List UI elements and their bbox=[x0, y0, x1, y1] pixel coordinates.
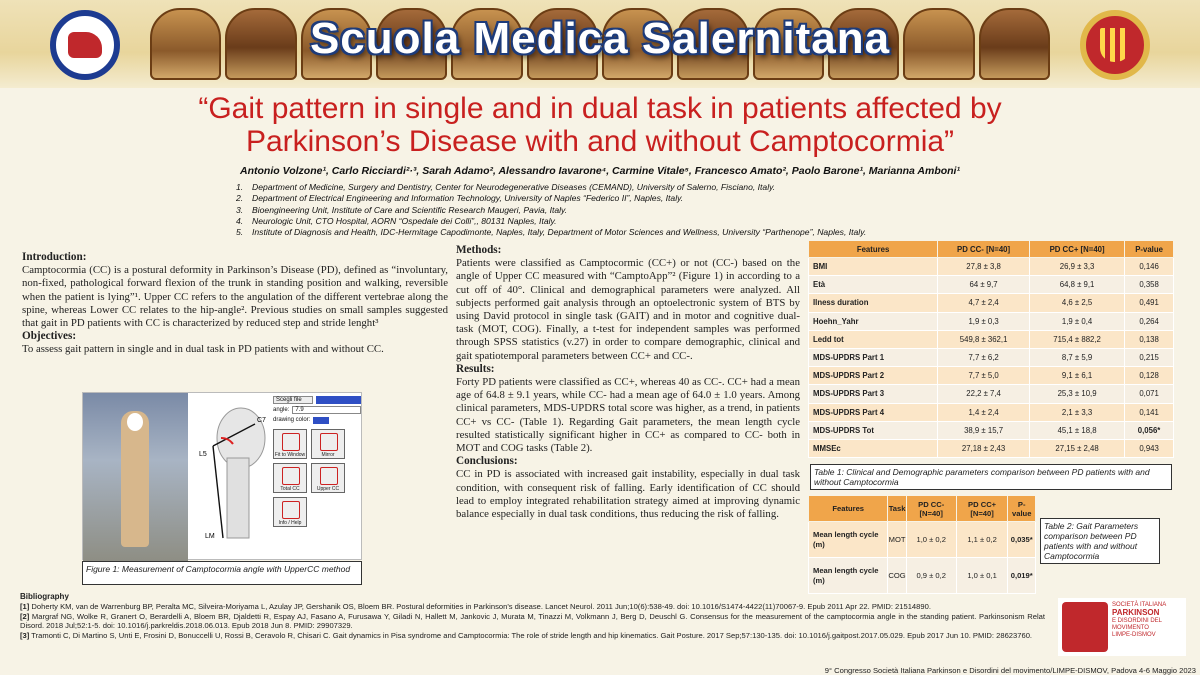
table-row bbox=[809, 421, 1174, 439]
title-line-1: “Gait pattern in single and in dual task in patients affected by bbox=[198, 92, 1002, 125]
patient-photo bbox=[83, 393, 188, 561]
table-cell: 64 ± 9,7 bbox=[938, 276, 1030, 294]
angle-field[interactable]: 7.9 bbox=[292, 406, 361, 414]
introduction-text: Camptocormia (CC) is a postural deformity in Parkinson’s Disease (PD), defined as “involuntary, non-fixed, pathological forward flexion of the trunk in standing position and walking, reversible when the patient is lying”¹. Upper CC refers to the angulation of the different vertebrae along the spine, whereas Lower CC relates to the hip-angle². Previous studies on small samples suggested that gait in PD patients with CC is characterized by reduced step and stride lenght³ bbox=[22, 264, 448, 330]
table-header: PD CC- [N=40] bbox=[906, 496, 956, 522]
table-cell: 0,141 bbox=[1125, 403, 1174, 421]
table-cell: 9,1 ± 6,1 bbox=[1030, 367, 1125, 385]
table-cell: 27,8 ± 3,8 bbox=[938, 258, 1030, 276]
table-header: Task bbox=[888, 496, 906, 522]
table-cell: 0,9 ± 0,2 bbox=[906, 558, 956, 594]
university-logo bbox=[1080, 10, 1150, 80]
header-banner bbox=[0, 0, 1200, 88]
objectives-heading: Objectives: bbox=[22, 330, 77, 343]
affiliations-list bbox=[236, 182, 996, 238]
table-cell: 22,2 ± 7,4 bbox=[938, 385, 1030, 403]
color-swatch[interactable] bbox=[313, 417, 329, 424]
table-row bbox=[809, 294, 1174, 312]
affiliation-item: 1. Department of Medicine, Surgery and Dentistry, Center for Neurodegenerative Diseases (CEMAND), University of Salerno, Fisciano, Italy. bbox=[236, 182, 776, 192]
congress-footer: 9° Congresso Società Italiana Parkinson e Disordini del movimento/LIMPE-DISMOV, Padova 4-6 Maggio 2023 bbox=[824, 666, 1196, 675]
drawing-color-label: drawing color: bbox=[273, 417, 311, 423]
table-cell: 4,7 ± 2,4 bbox=[938, 294, 1030, 312]
table-row bbox=[809, 276, 1174, 294]
table-2 bbox=[808, 495, 1036, 594]
bibliography-heading: Bibliography bbox=[20, 592, 69, 601]
total-cc-button[interactable]: Total CC bbox=[273, 463, 307, 493]
fit-to-window-button[interactable]: Fit to Window bbox=[273, 429, 307, 459]
table-cell: 715,4 ± 882,2 bbox=[1030, 330, 1125, 348]
affiliation-item: 3. Bioengineering Unit, Institute of Care and Scientific Research Maugeri, Pavia, Italy. bbox=[236, 204, 568, 215]
table-cell: MDS-UPDRS Part 2 bbox=[809, 367, 938, 385]
conclusions-text: CC in PD is associated with increased gait instability, especially in dual task condition, with consequent risk of falling. Early identification of CC should lead to employ integrated rehabilitation strategy aimed at improving dynamic balance especially in dual task conditions, thus reducing the risk of falling. bbox=[456, 468, 800, 521]
affiliation-item: 5. Institute of Diagnosis and Health, IDC-Hermitage Capodimonte, Naples, Italy, Department of Motor Sciences and Wellness, University “Parthenope”, Naples, Italy. bbox=[236, 227, 867, 238]
table-row bbox=[809, 258, 1174, 276]
reference-item: [3] Tramonti C, Di Martino S, Unti E, Frosini D, Bonuccelli U, Rossi B, Ceravolo R, Chisari C. Gait dynamics in Pisa syndrome and Camptocormia: The role of stride length and hip kinematics. Gait Posture. 2017 Sep;57:130-135. doi: 10.1016/j.gaitpost.2017.05.029. Epub 2017 Jun 10. PMID: 28623760. bbox=[20, 631, 1033, 641]
c7-label: C7 bbox=[257, 417, 266, 424]
table-row bbox=[809, 439, 1174, 457]
table-cell: 4,6 ± 2,5 bbox=[1030, 294, 1125, 312]
table-cell: 1,1 ± 0,2 bbox=[956, 522, 1008, 558]
reference-item: [1] Doherty KM, van de Warrenburg BP, Peralta MC, Silveira-Moriyama L, Azulay JP, Gershanik OS, Bloem BR. Postural deformities in Parkinson's disease. Lancet Neurol. 2011 Jun;10(6):538-49. doi: 10.1016/S1474-4422(11)70067-9. Epub 2011 Apr 22. PMID: 21514890. bbox=[20, 601, 931, 611]
mirror-button[interactable]: Mirror bbox=[311, 429, 345, 459]
table-cell: 45,1 ± 18,8 bbox=[1030, 421, 1125, 439]
upper-cc-button[interactable]: Upper CC bbox=[311, 463, 345, 493]
table-cell: 0,358 bbox=[1125, 276, 1174, 294]
cemand-logo bbox=[50, 10, 120, 80]
table-cell: 549,8 ± 362,1 bbox=[938, 330, 1030, 348]
lm-label: LM bbox=[205, 533, 215, 540]
methods-heading: Methods: bbox=[456, 244, 502, 256]
table-cell: MDS-UPDRS Part 3 bbox=[809, 385, 938, 403]
bibliography bbox=[20, 592, 1045, 641]
table-cell: 1,0 ± 0,1 bbox=[956, 558, 1008, 594]
table-cell: 27,15 ± 2,48 bbox=[1030, 439, 1125, 457]
intro-column bbox=[22, 251, 448, 357]
table-cell: MOT bbox=[888, 522, 906, 558]
table-cell: 0,491 bbox=[1125, 294, 1174, 312]
table-cell: 0,215 bbox=[1125, 348, 1174, 366]
reference-item: [2] Margraf NG, Wolke R, Granert O, Berardelli A, Bloem BR, Djaldetti R, Espay AJ, Fasano A, Furusawa Y, Giladi N, Hallett M, Jankovic J, Murata M, Tinazzi M, Volkmann J, Berg D, Deuschl G. Consensus for the measurement of the camptocormia angle in the standing patient. Parkinsonism Relat Disord. 2018 Jul;52:1-5. doi: 10.1016/j.parkreldis.2018.06.013. Epub 2018 Jun 8. PMID: 29907329. bbox=[20, 611, 1045, 631]
table-cell: MDS-UPDRS Tot bbox=[809, 421, 938, 439]
table-cell: 0,943 bbox=[1125, 439, 1174, 457]
table-header: Features bbox=[809, 241, 938, 258]
table-cell: 7,7 ± 6,2 bbox=[938, 348, 1030, 366]
affiliation-item: 4. Neurologic Unit, CTO Hospital, AORN “Ospedale dei Colli”,, 80131 Naples, Italy. bbox=[236, 215, 557, 226]
figure-1-caption: Figure 1: Measurement of Camptocormia angle with UpperCC method bbox=[82, 561, 362, 585]
table-2-caption: Table 2: Gait Parameters comparison between PD patients with and without Camptocormia bbox=[1040, 518, 1160, 564]
table-1 bbox=[808, 240, 1174, 458]
table-header: P-value bbox=[1125, 241, 1174, 258]
table-cell: Ilness duration bbox=[809, 294, 938, 312]
results-heading: Results: bbox=[456, 362, 495, 375]
table-row bbox=[809, 558, 1036, 594]
choose-file-button[interactable]: Scegli file bbox=[273, 396, 313, 404]
table-cell: MDS-UPDRS Part 4 bbox=[809, 403, 938, 421]
table-cell: Ledd tot bbox=[809, 330, 938, 348]
table-row bbox=[809, 348, 1174, 366]
table-row bbox=[809, 367, 1174, 385]
table-cell: MDS-UPDRS Part 1 bbox=[809, 348, 938, 366]
table-row bbox=[809, 330, 1174, 348]
table-cell: 2,1 ± 3,3 bbox=[1030, 403, 1125, 421]
poster-title bbox=[100, 92, 1100, 158]
table-row bbox=[809, 403, 1174, 421]
table-cell: 27,18 ± 2,43 bbox=[938, 439, 1030, 457]
table-cell: COG bbox=[888, 558, 906, 594]
table-cell: 0,138 bbox=[1125, 330, 1174, 348]
banner-title: Scuola Medica Salernitana bbox=[309, 14, 891, 63]
table-header: PD CC+ [N=40] bbox=[956, 496, 1008, 522]
introduction-heading: Introduction: bbox=[22, 251, 87, 263]
methods-results-column bbox=[456, 244, 800, 521]
table-cell: 0,146 bbox=[1125, 258, 1174, 276]
conclusions-heading: Conclusions: bbox=[456, 455, 518, 468]
table-cell: 26,9 ± 3,3 bbox=[1030, 258, 1125, 276]
spine-angle-diagram bbox=[193, 398, 273, 548]
limpe-dismov-logo: SOCIETÀ ITALIANA PARKINSON E DISORDINI DEL MOVIMENTO LIMPE-DISMOV bbox=[1058, 598, 1186, 656]
table-cell: Mean length cycle (m) bbox=[809, 522, 888, 558]
table-cell: Mean length cycle (m) bbox=[809, 558, 888, 594]
table-cell: 25,3 ± 10,9 bbox=[1030, 385, 1125, 403]
table-cell: 0,056* bbox=[1125, 421, 1174, 439]
table-cell: Hoehn_Yahr bbox=[809, 312, 938, 330]
campto-app-panel bbox=[273, 395, 361, 559]
info-help-button[interactable]: Info / Help bbox=[273, 497, 307, 527]
table-cell: 7,7 ± 5,0 bbox=[938, 367, 1030, 385]
table-cell: BMI bbox=[809, 258, 938, 276]
table-header: P-value bbox=[1008, 496, 1036, 522]
table-row bbox=[809, 312, 1174, 330]
table-cell: 0,019* bbox=[1008, 558, 1036, 594]
figure-1 bbox=[82, 392, 362, 560]
table-cell: MMSEc bbox=[809, 439, 938, 457]
table-cell: 1,9 ± 0,4 bbox=[1030, 312, 1125, 330]
table-row bbox=[809, 385, 1174, 403]
table-header: PD CC+ [N=40] bbox=[1030, 241, 1125, 258]
table-cell: 1,9 ± 0,3 bbox=[938, 312, 1030, 330]
table-header: Features bbox=[809, 496, 888, 522]
table-row bbox=[809, 522, 1036, 558]
table-cell: 1,0 ± 0,2 bbox=[906, 522, 956, 558]
table-header: PD CC- [N=40] bbox=[938, 241, 1030, 258]
authors: Antonio Volzone¹, Carlo Ricciardi²·³, Sarah Adamo², Alessandro Iavarone⁴, Carmine Vitale⁵, Francesco Amato², Paolo Barone¹, Marianna Amboni¹ bbox=[240, 165, 960, 177]
table-cell: 0,071 bbox=[1125, 385, 1174, 403]
results-text: Forty PD patients were classified as CC+, whereas 40 as CC-. CC+ had a mean age of 64.8 ± 9.1 years, while CC- had a mean age of 64.0 ± 1.0 years. Among clinical parameters, MDS-UPDRS total score was higher, as a trend, in patients CC+ vs CC- (Table 1). Regarding Gait parameters, the mean length cycle resulted statistically significant higher in CC+ as compared to CC- both in MOT and COG tasks (Table 2). bbox=[456, 376, 800, 455]
table-1-caption: Table 1: Clinical and Demographic parameters comparison between PD patients with and without Camptocormia bbox=[810, 464, 1172, 490]
table-cell: 64,8 ± 9,1 bbox=[1030, 276, 1125, 294]
objectives-text: To assess gait pattern in single and in dual task in PD patients with and without CC. bbox=[22, 343, 384, 356]
table-cell: 8,7 ± 5,9 bbox=[1030, 348, 1125, 366]
table-cell: 0,264 bbox=[1125, 312, 1174, 330]
table-cell: Età bbox=[809, 276, 938, 294]
title-line-2: Parkinson’s Disease with and without Camptocormia” bbox=[245, 125, 955, 158]
table-cell: 1,4 ± 2,4 bbox=[938, 403, 1030, 421]
angle-label: angle: bbox=[273, 407, 290, 413]
methods-text: Patients were classified as Camptocormic (CC+) or not (CC-) based on the angle of Upper CC measured with “CamptoApp”² (Figure 1) in according to a cut off of 40°. Clinical and demographical parameters were analyzed. All subjects performed gait analysis through an optoelectronic system of BTS by using David protocol in single task (GAIT) and in motor and cognitive dual-task (MOT, COG). Finally, a t-test for independent samples was performed through SPSS statistics (v.27) in order to compare demographic, clinical and gait spatiotemporal parameters between CC+ and CC-. bbox=[456, 257, 800, 362]
table-cell: 0,128 bbox=[1125, 367, 1174, 385]
table-cell: 0,035* bbox=[1008, 522, 1036, 558]
affiliation-item: 2. Department of Electrical Engineering and Information Technology, University of Naples “Federico II”, Naples, Italy. bbox=[236, 193, 684, 204]
table-cell: 38,9 ± 15,7 bbox=[938, 421, 1030, 439]
l5-label: L5 bbox=[199, 451, 207, 458]
